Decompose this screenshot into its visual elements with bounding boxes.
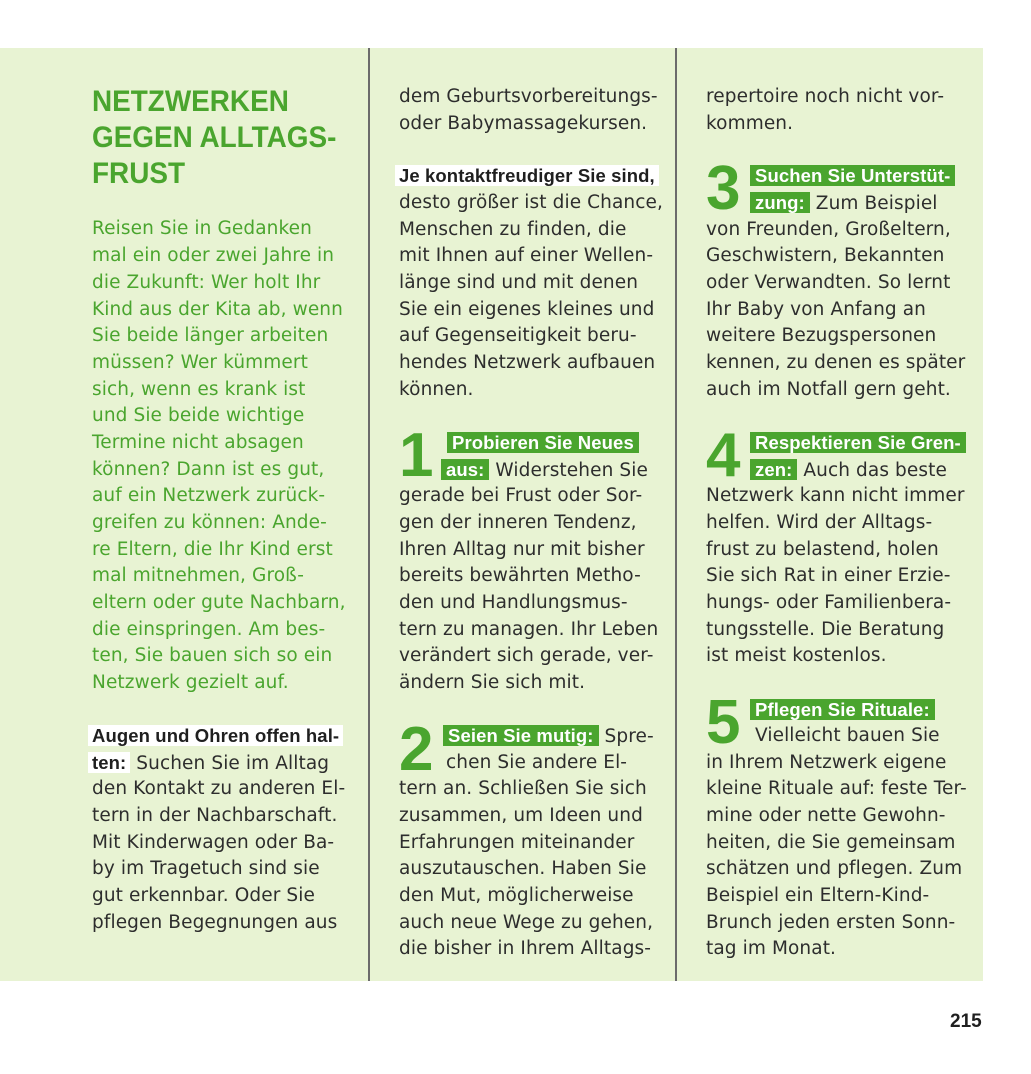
augen-line: Mit Kinderwagen oder Ba- <box>92 832 335 853</box>
title-line-1: NETZWERKEN <box>92 85 289 118</box>
column-divider-1 <box>368 48 370 981</box>
tip5-line: kleine Rituale auf: feste Ter- <box>706 778 967 799</box>
tip-number-1: 1 <box>399 421 434 490</box>
tip5-line-2: Vielleicht bauen Sie <box>755 725 940 746</box>
tip3-line-2 <box>750 189 938 216</box>
augen-heading-line <box>92 722 343 749</box>
tip1-line: bereits bewährten Metho- <box>399 565 641 586</box>
column-divider-2 <box>675 48 677 981</box>
intro-line: Netzwerk gezielt auf. <box>92 672 289 693</box>
tip1-line: tern zu managen. Ihr Leben <box>399 619 659 640</box>
tip3-text: Zum Beispiel <box>809 193 938 214</box>
intro-line: Sie beide länger arbeiten <box>92 325 329 346</box>
tip1-heading-line <box>447 429 639 456</box>
tip4-heading-line <box>750 429 966 456</box>
kontakt-line: Menschen zu finden, die <box>399 219 627 240</box>
tip3-line: oder Verwandten. So lernt <box>706 272 951 293</box>
tip3-line: auch im Notfall gern geht. <box>706 379 951 400</box>
intro-line: müssen? Wer kümmert <box>92 352 308 373</box>
intro-line: Termine nicht absagen <box>92 432 304 453</box>
intro-line: Reisen Sie in Gedanken <box>92 218 312 239</box>
kontakt-line: länge sind und mit denen <box>399 272 639 293</box>
tip3-heading-line <box>750 162 955 189</box>
tip2-line: auszutauschen. Haben Sie <box>399 858 647 879</box>
tip5-line: Beispiel ein Eltern-Kind- <box>706 885 930 906</box>
intro-line: Kind aus der Kita ab, wenn <box>92 299 343 320</box>
kontakt-heading: Je kontaktfreudiger Sie sind, <box>395 165 659 186</box>
tip1-heading-2: aus: <box>441 459 489 480</box>
tip5-line: tag im Monat. <box>706 938 837 959</box>
kontakt-line: auf Gegenseitigkeit beru- <box>399 325 637 346</box>
intro-line: sich, wenn es krank ist <box>92 379 306 400</box>
tip4-line: helfen. Wird der Alltags- <box>706 512 933 533</box>
augen-line-2 <box>92 749 329 776</box>
kontakt-line: Sie ein eigenes kleines und <box>399 299 655 320</box>
tip3-line: Geschwistern, Bekannten <box>706 245 945 266</box>
tip1-line: ändern Sie sich mit. <box>399 672 586 693</box>
tip2-line: tern an. Schließen Sie sich <box>399 778 647 799</box>
tip4-line: hungs- oder Familienbera- <box>706 592 952 613</box>
intro-line: die einspringen. Am bes- <box>92 619 326 640</box>
tip1-line: gerade bei Frust oder Sor- <box>399 485 643 506</box>
kontakt-heading-line <box>399 162 659 189</box>
augen-heading-1: Augen und Ohren offen hal- <box>88 725 343 746</box>
augen-line: pflegen Begegnungen aus <box>92 912 338 933</box>
tip1-line: gen der inneren Tendenz, <box>399 512 637 533</box>
tip2-text: Spre- <box>598 726 654 747</box>
tip3-line: von Freunden, Großeltern, <box>706 219 951 240</box>
intro-line: mal ein oder zwei Jahre in <box>92 245 335 266</box>
tip2-line: zusammen, um Ideen und <box>399 805 643 826</box>
tip1-line-2 <box>441 456 648 483</box>
intro-line: eltern oder gute Nachbarn, <box>92 592 346 613</box>
col2-line: dem Geburtsvorbereitungs- <box>399 86 658 107</box>
tip2-heading: Seien Sie mutig: <box>443 725 599 746</box>
augen-text: Suchen Sie im Alltag <box>130 753 330 774</box>
tip1-line: Ihren Alltag nur mit bisher <box>399 539 645 560</box>
tip4-line: Sie sich Rat in einer Erzie- <box>706 565 951 586</box>
tip2-line: Erfahrungen miteinander <box>399 832 635 853</box>
intro-line: auf ein Netzwerk zurück- <box>92 485 326 506</box>
kontakt-line: mit Ihnen auf einer Wellen- <box>399 245 654 266</box>
kontakt-line: desto größer ist die Chance, <box>399 192 663 213</box>
tip1-line: den und Handlungsmus- <box>399 592 628 613</box>
tip5-line: heiten, die Sie gemeinsam <box>706 832 956 853</box>
tip-number-2: 2 <box>399 715 434 784</box>
intro-line: und Sie beide wichtige <box>92 405 305 426</box>
tip4-text: Auch das beste <box>797 460 947 481</box>
tip1-line: verändert sich gerade, ver- <box>399 645 654 666</box>
tip2-line: den Mut, möglicherweise <box>399 885 634 906</box>
tip5-line: mine oder nette Gewohn- <box>706 805 946 826</box>
tip4-line: frust zu belastend, holen <box>706 539 939 560</box>
tip5-line: in Ihrem Netzwerk eigene <box>706 752 947 773</box>
tip1-text: Widerstehen Sie <box>489 460 648 481</box>
intro-line: mal mitnehmen, Groß- <box>92 565 305 586</box>
tip1-heading-1: Probieren Sie Neues <box>447 432 639 453</box>
augen-line: den Kontakt zu anderen El- <box>92 778 346 799</box>
intro-line: ten, Sie bauen sich so ein <box>92 645 333 666</box>
tip-number-4: 4 <box>706 421 741 490</box>
title-line-3: FRUST <box>92 157 185 190</box>
tip3-heading-2: zung: <box>750 192 810 213</box>
tip2-line-2: chen Sie andere El- <box>446 752 628 773</box>
page-number: 215 <box>950 1011 982 1032</box>
tip4-heading-2: zen: <box>750 459 797 480</box>
tip5-line: Brunch jeden ersten Sonn- <box>706 912 956 933</box>
col2-line: oder Babymassagekursen. <box>399 113 648 134</box>
augen-line: tern in der Nachbarschaft. <box>92 805 338 826</box>
tip-number-5: 5 <box>706 688 741 757</box>
tip5-line: schätzen und pflegen. Zum <box>706 858 963 879</box>
tip2-line-1 <box>443 722 654 749</box>
tip3-line: weitere Bezugspersonen <box>706 325 937 346</box>
tip3-heading-1: Suchen Sie Unterstüt- <box>750 165 955 186</box>
tip5-heading-line <box>750 696 935 723</box>
tip4-line: tungsstelle. Die Beratung <box>706 619 945 640</box>
tip4-heading-1: Respektieren Sie Gren- <box>750 432 966 453</box>
col3-line: kommen. <box>706 113 794 134</box>
tip3-line: kennen, zu denen es später <box>706 352 966 373</box>
tip2-line: die bisher in Ihrem Alltags- <box>399 938 652 959</box>
intro-line: können? Dann ist es gut, <box>92 459 325 480</box>
kontakt-line: können. <box>399 379 474 400</box>
tip-number-3: 3 <box>706 154 741 223</box>
tip5-heading: Pflegen Sie Rituale: <box>750 699 935 720</box>
intro-line: re Eltern, die Ihr Kind erst <box>92 539 333 560</box>
tip4-line: Netzwerk kann nicht immer <box>706 485 965 506</box>
augen-line: gut erkennbar. Oder Sie <box>92 885 315 906</box>
tip3-line: Ihr Baby von Anfang an <box>706 299 926 320</box>
col3-line: repertoire noch nicht vor- <box>706 86 945 107</box>
augen-line: by im Tragetuch sind sie <box>92 858 320 879</box>
tip2-line: auch neue Wege zu gehen, <box>399 912 654 933</box>
augen-heading-2: ten: <box>88 752 130 773</box>
intro-line: greifen zu können: Ande- <box>92 512 327 533</box>
tip4-line: ist meist kostenlos. <box>706 645 887 666</box>
title-line-2: GEGEN ALLTAGS- <box>92 121 337 154</box>
intro-line: die Zukunft: Wer holt Ihr <box>92 272 321 293</box>
kontakt-line: hendes Netzwerk aufbauen <box>399 352 656 373</box>
tip4-line-2 <box>750 456 947 483</box>
